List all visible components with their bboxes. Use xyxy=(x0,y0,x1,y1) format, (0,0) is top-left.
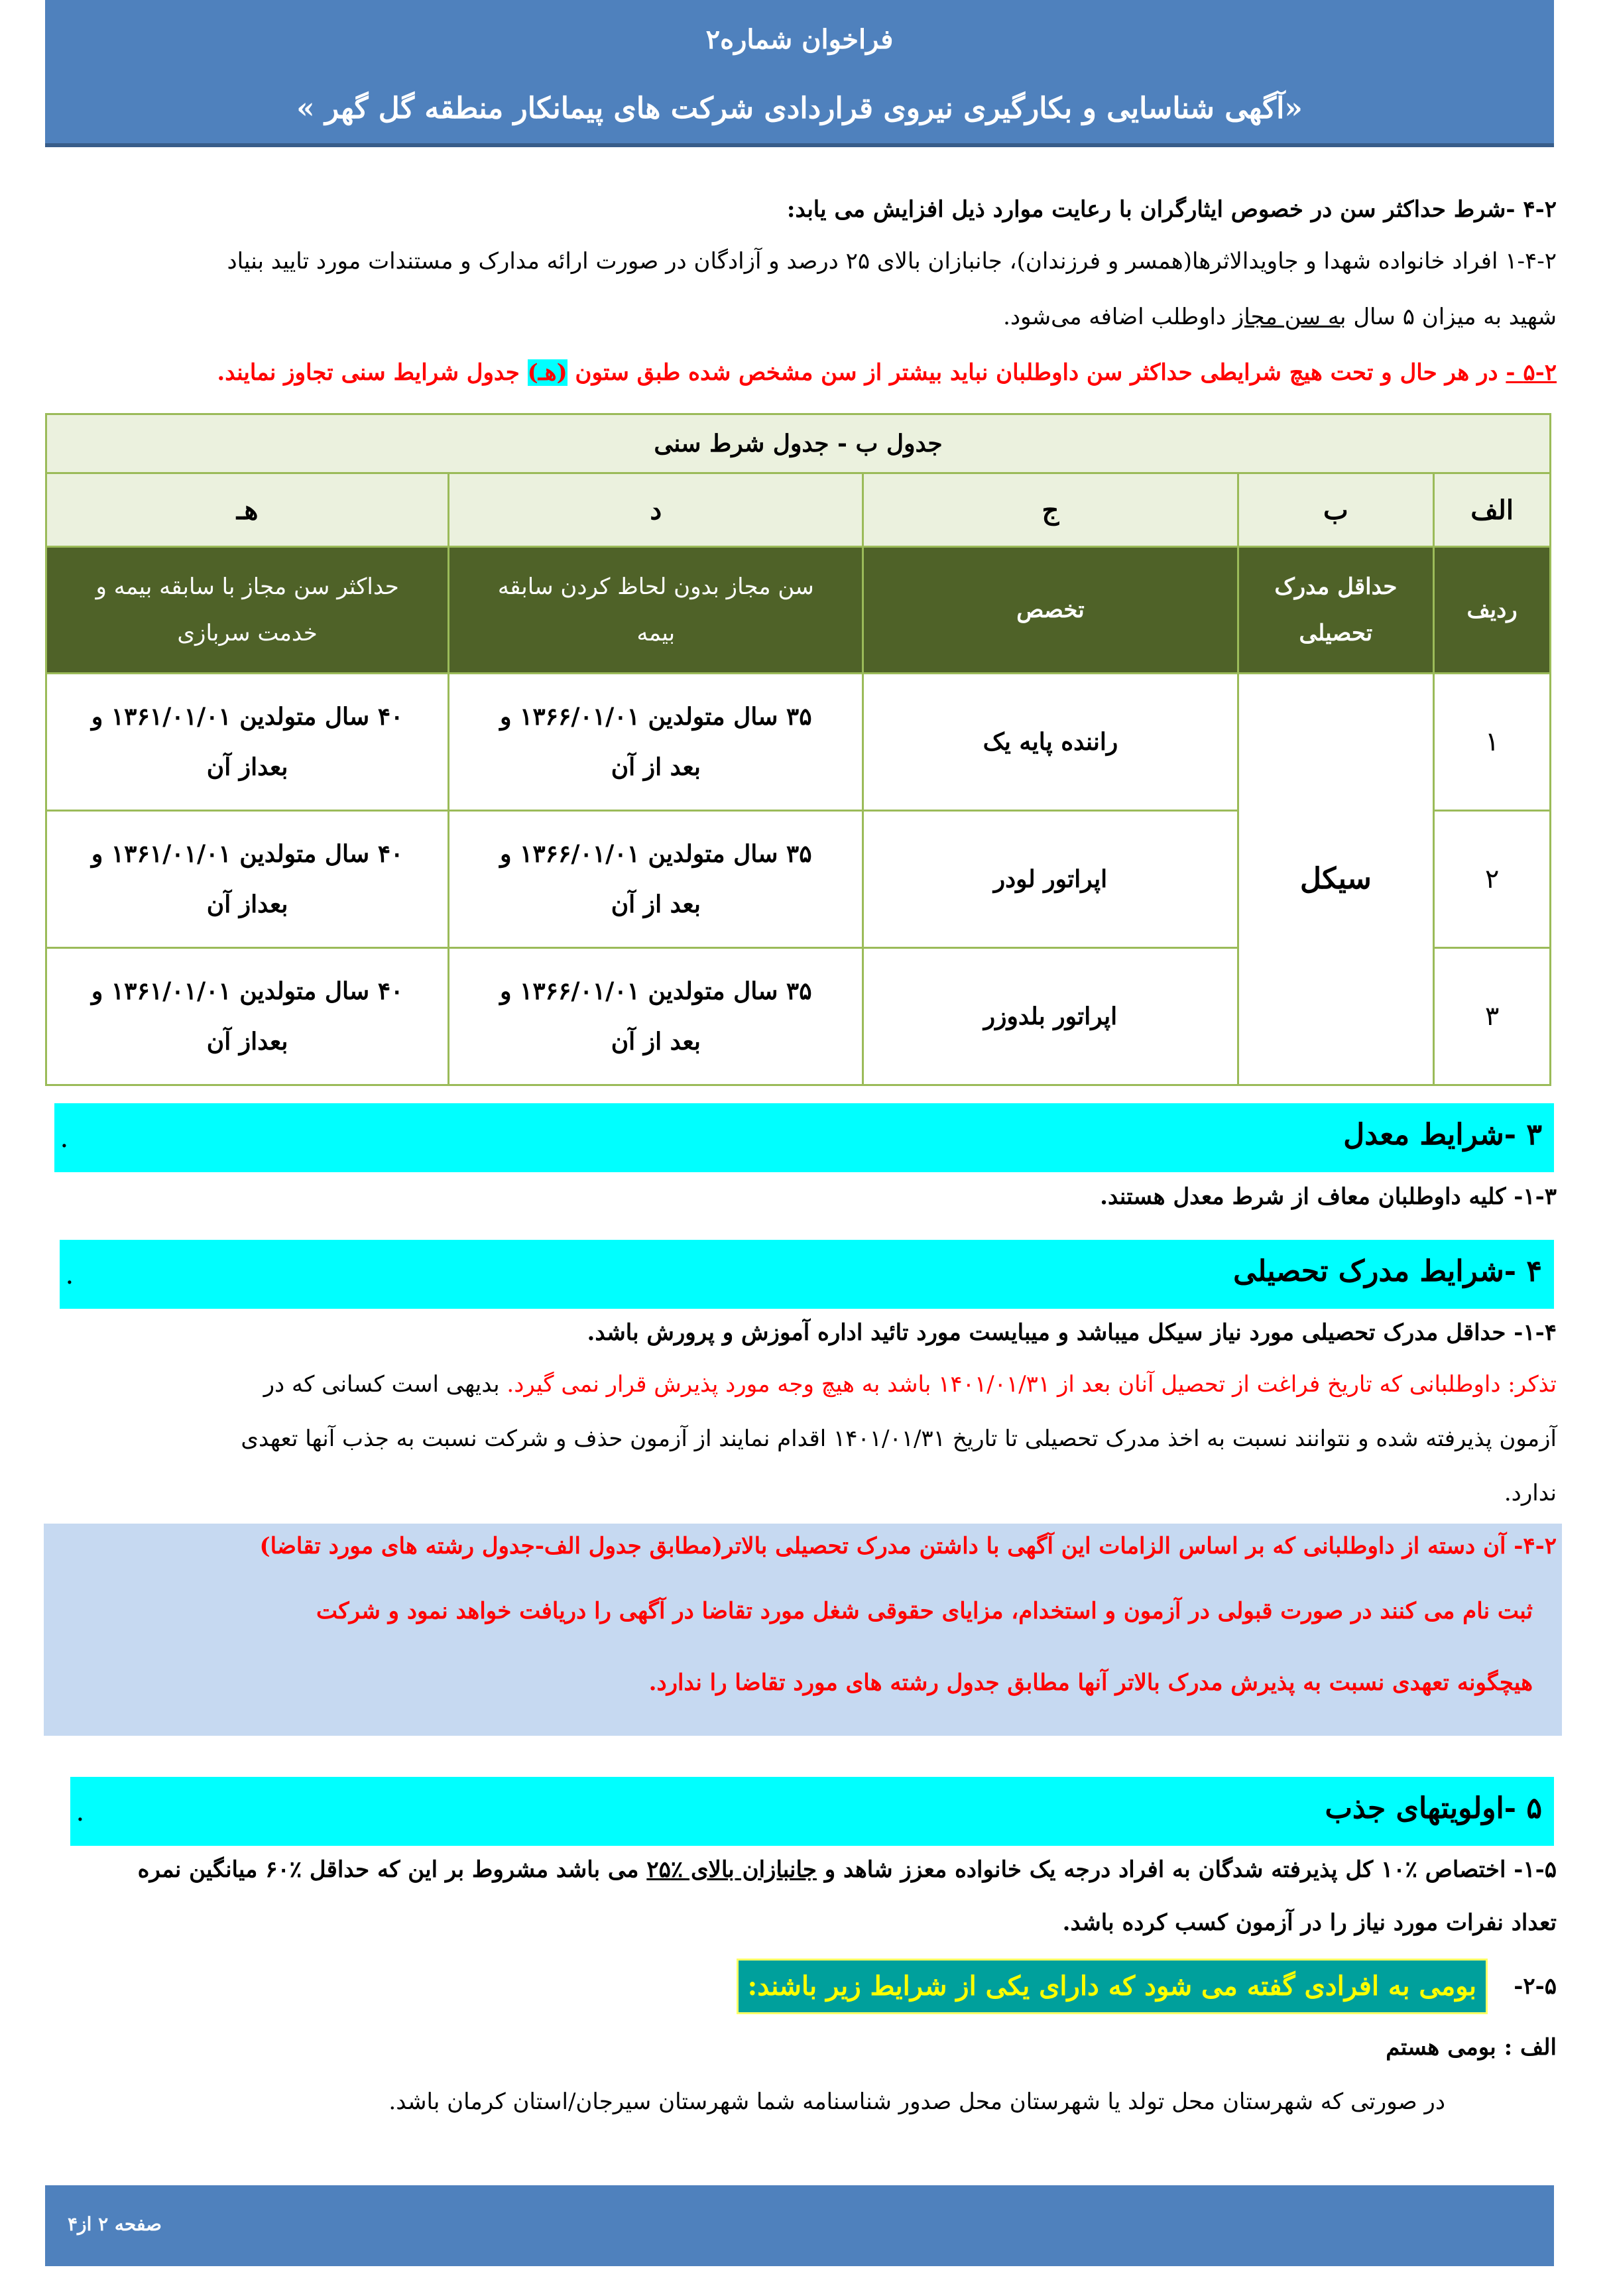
sec5-p2-num: ۲-۵- xyxy=(1514,1973,1557,2000)
age-table xyxy=(45,413,1551,1086)
sec3-dot: . xyxy=(61,1130,68,1152)
cell-hadaksar: ۴۰ سال متولدین ۱۳۶۱/۰۱/۰۱ و بعداز آن xyxy=(46,674,449,811)
head-hadaksar: حداکثر سن مجاز با سابقه بیمه و خدمت سربازی xyxy=(46,547,449,674)
sec24-p1-line2-b: داوطلب اضافه می‌شود. xyxy=(1003,304,1233,330)
sec24-heading: ۴-۲ -شرط حداکثر سن در خصوص ایثارگران با رعایت موارد ذیل افزایش می یابد: xyxy=(786,196,1557,223)
sec5-p1-b: می باشد مشروط بر این که حداقل ٪۶۰ میانگین نمره xyxy=(137,1856,647,1883)
sec4-title-bar xyxy=(60,1240,1554,1309)
cell-takhasos: اپراتور بلدوزر xyxy=(863,948,1238,1085)
sec4-note-black: بدیهی است کسانی که در xyxy=(263,1371,507,1398)
sec25-highlight: (هـ) xyxy=(527,359,567,386)
sec24-p1-line2-a: شهید به میزان ۵ سال xyxy=(1346,304,1557,330)
sec4-p2-line1: ۴-۲- آن دسته از داوطلبانی که بر اساس الزامات این آگهی با داشتن مدرک تحصیلی بالاتر(مطابق جدول الف-جدول رشته های مورد تقاضا) xyxy=(259,1533,1557,1559)
sec4-note-red: تذکر: داوطلبانی که تاریخ فراغت از تحصیل آنان بعد از ۱۴۰۱/۰۱/۳۱ باشد به هیچ وجه مورد پذیرش قرار نمی گیرد. xyxy=(507,1371,1557,1398)
sec25-text-b: جدول شرایط سنی تجاوز نمایند. xyxy=(217,359,528,386)
sec24-p1-line1: ۱-۴-۲ افراد خانواده شهدا و جاویدالاثرها(همسر و فرزندان)، جانبازان بالای ۲۵ درصد و آزادگان در صورت ارائه مدارک و مستندات مورد تایید بنیاد xyxy=(227,248,1557,274)
cell-radif: ۲ xyxy=(1434,811,1551,948)
sec4-p2-line2: ثبت نام می کنند در صورت قبولی در آزمون و استخدام، مزایای حقوقی شغل مورد تقاضا در آگهی را دریافت خواهد نمود و شرکت xyxy=(316,1598,1533,1624)
cell-radif: ۳ xyxy=(1434,948,1551,1085)
sec5-p2-box: بومی به افرادی گفته می شود که دارای یکی از شرایط زیر باشند: xyxy=(737,1959,1488,2014)
head-takhasos: تخصص xyxy=(863,547,1238,674)
sec25-num: ۵-۲ - xyxy=(1506,359,1557,386)
cell-hadaksar: ۴۰ سال متولدین ۱۳۶۱/۰۱/۰۱ و بعداز آن xyxy=(46,811,449,948)
page-footer xyxy=(45,2185,1554,2266)
sec4-p1: ۱-۴- حداقل مدرک تحصیلی مورد نیاز سیکل میباشد و میبایست مورد تائید اداره آموزش و پرورش باشد. xyxy=(587,1319,1557,1346)
cell-takhasos: راننده پایه یک xyxy=(863,674,1238,811)
cell-sen-mojaz: ۳۵ سال متولدین ۱۳۶۶/۰۱/۰۱ و بعد از آن xyxy=(449,811,863,948)
sec25-text-a: در هر حال و تحت هیچ شرایطی حداکثر سن داوطلبان نباید بیشتر از سن مشخص شده طبق ستون xyxy=(567,359,1506,386)
sec4-note-line1 xyxy=(52,1371,1557,1398)
sec4-dot: . xyxy=(66,1266,73,1288)
col-letter-alef: الف xyxy=(1434,473,1551,547)
sec5-p1-line2: تعداد نفرات مورد نیاز را در آزمون کسب کرده باشد. xyxy=(1062,1909,1557,1936)
header-title: فراخوان شماره۲ xyxy=(705,24,894,55)
head-madrak: حداقل مدرک تحصیلی xyxy=(1238,547,1434,674)
table-row xyxy=(46,674,1551,811)
sec5-alef-text: در صورتی که شهرستان محل تولد یا شهرستان محل صدور شناسنامه شما شهرستان سیرجان/استان کرمان باشد. xyxy=(388,2088,1445,2115)
sec25-line xyxy=(52,359,1557,386)
sec24-p1-line2-underlined: به سن مجاز xyxy=(1232,304,1346,330)
sec5-p1-a: ۱-۵- اختصاص ٪۱۰ کل پذیرفته شدگان به افراد درجه یک خانواده معزز شاهد و xyxy=(816,1856,1557,1883)
col-letter-jim: ج xyxy=(863,473,1238,547)
table-title: جدول ب - جدول شرط سنی xyxy=(46,414,1551,473)
sec5-dot: . xyxy=(77,1803,84,1825)
header-subtitle: «آگهی شناسایی و بکارگیری نیروی قراردادی شرکت های پیمانکار منطقه گل گهر » xyxy=(296,91,1303,125)
page-number: صفحه ۲ از۴ xyxy=(68,2213,162,2235)
sec3-p1: ۱-۳- کلیه داوطلبان معاف از شرط معدل هستند. xyxy=(1100,1183,1557,1210)
sec5-title: ۵ -اولویتهای جذب xyxy=(1325,1791,1542,1825)
sec4-p2-line3: هیچگونه تعهدی نسبت به پذیرش مدرک بالاتر آنها مطابق جدول رشته های مورد تقاضا را ندارد. xyxy=(648,1669,1533,1696)
head-radif: ردیف xyxy=(1434,547,1551,674)
col-letter-he: هـ xyxy=(46,473,449,547)
sec5-p1-underlined: جانبازان بالای ٪۲۵ xyxy=(646,1856,817,1883)
sec5-alef: الف : بومی هستم xyxy=(1386,2034,1557,2061)
sec4-note-line3: ندارد. xyxy=(1504,1480,1557,1506)
sec4-title: ۴ -شرایط مدرک تحصیلی xyxy=(1233,1254,1542,1288)
cell-radif: ۱ xyxy=(1434,674,1551,811)
sec4-note-line2: آزمون پذیرفته شده و نتوانند نسبت به اخذ مدرک تحصیلی تا تاریخ ۱۴۰۱/۰۱/۳۱ اقدام نمایند از آزمون حذف و شرکت نسبت به جذب آنها تعهدی xyxy=(241,1425,1557,1452)
sec3-title: ۳ -شرایط معدل xyxy=(1343,1118,1542,1152)
cell-madrak: سیکل xyxy=(1238,674,1434,1085)
sec24-p1-line2 xyxy=(52,304,1557,330)
head-sen-mojaz: سن مجاز بدون لحاظ کردن سابقه بیمه xyxy=(449,547,863,674)
col-letter-be: ب xyxy=(1238,473,1434,547)
sec5-p1-line1 xyxy=(52,1856,1557,1883)
col-letter-dal: د xyxy=(449,473,863,547)
cell-hadaksar: ۴۰ سال متولدین ۱۳۶۱/۰۱/۰۱ و بعداز آن xyxy=(46,948,449,1085)
cell-sen-mojaz: ۳۵ سال متولدین ۱۳۶۶/۰۱/۰۱ و بعد از آن xyxy=(449,674,863,811)
cell-takhasos: اپراتور لودر xyxy=(863,811,1238,948)
sec3-title-bar xyxy=(54,1103,1554,1172)
sec5-title-bar xyxy=(70,1777,1554,1846)
page-header xyxy=(45,0,1554,147)
cell-sen-mojaz: ۳۵ سال متولدین ۱۳۶۶/۰۱/۰۱ و بعد از آن xyxy=(449,948,863,1085)
